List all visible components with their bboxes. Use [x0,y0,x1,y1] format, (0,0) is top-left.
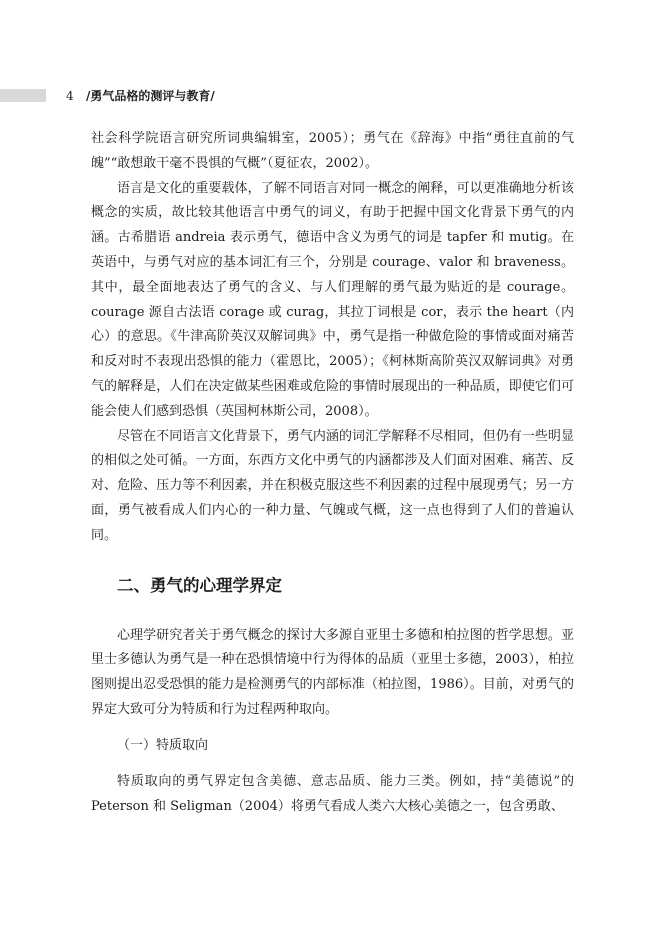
main-body [91,127,574,819]
paragraph-4: 心理学研究者关于勇气概念的探讨大多源自亚里士多德和柏拉图的哲学思想。亚里士多德认为勇气是一种在恐惧情境中行为得体的品质（亚里士多德，2003），柏拉图则提出忍受恐惧的能力是检测勇气的内部标准（柏拉图，1986）。目前，对勇气的界定大致可分为特质和行为过程两种取向。 [91,627,574,717]
subsection-heading: （一）特质取向 [117,737,209,753]
paragraph-2: 语言是文化的重要载体，了解不同语言对同一概念的阐释，可以更准确地分析该概念的实质，故比较其他语言中勇气的词义，有助于把握中国文化背景下勇气的内涵。古希腊语 andreia 表示勇气，德语中含义为勇气的词是 tapfer 和 mutig。在英语中，与勇气对应的基本词汇有三个，分别是 courage、valor 和 braveness。其中，最全面地表达了勇气的含义、与人们理解的勇气最为贴近的是 courage。courage 源自古法语 corage 或 curag，其拉丁词根是 cor，表示 the heart（内心）的意思。《牛津高阶英汉双解词典》中，勇气是指一种做危险的事情或面对痛苦和反对时不表现出恐惧的能力（霍恩比，2005）；《柯林斯高阶英汉双解词典》对勇气的解释是，人们在决定做某些困难或危险的事情时展现出的一种品质，即使它们可能会使人们感到恐惧（英国柯林斯公司，2008）。 [91,180,574,419]
paragraph-3: 尽管在不同语言文化背景下，勇气内涵的词汇学解释不尽相同，但仍有一些明显的相似之处可循。一方面，东西方文化中勇气的内涵都涉及人们面对困难、痛苦、反对、危险、压力等不利因素，并在积极克服这些不利因素的过程中展现勇气；另一方面，勇气被看成人们内心的一种力量、气魄或气概，这一点也得到了人们的普遍认同。 [91,428,574,543]
page-number: 4 [66,89,74,103]
section-heading: 二、勇气的心理学界定 [117,575,282,595]
running-head-title: /勇气品格的测评与教育/ [86,89,215,103]
paragraph-1: 社会科学院语言研究所词典编辑室，2005）；勇气在《辞海》中指“勇往直前的气魄”“敢想敢干毫不畏惧的气概”（夏征农，2002）。 [91,131,574,171]
header-shade-bar [0,89,46,102]
paragraph-5: 特质取向的勇气界定包含美德、意志品质、能力三类。例如，持“美德说”的 Peterson 和 Seligman（2004）将勇气看成人类六大核心美德之一，包含勇敢、 [91,773,574,814]
